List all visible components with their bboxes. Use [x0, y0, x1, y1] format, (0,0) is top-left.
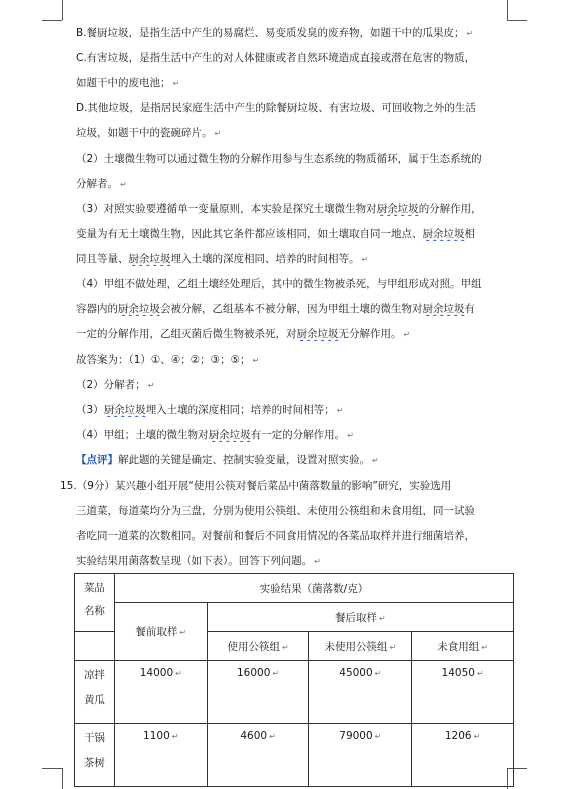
- crop-mark-top-right-h: [507, 20, 527, 21]
- answer-3-text-1: （3）对照实验要遵循单一变量原则，本实验是探究土壤微生物对厨余垃圾的分解作用，: [76, 203, 482, 215]
- option-c-text-2: 如题干中的废电池； ↵: [76, 77, 180, 89]
- highlighted-term: 厨余垃圾: [118, 303, 160, 315]
- table-header-pre-meal: 餐前取样 ↵: [114, 603, 207, 661]
- table-header-result: 实验结果（菌落数/克）: [114, 574, 513, 603]
- results-table: [74, 573, 514, 787]
- answer-summary-4: （4）甲组；土壤的微生物对厨余垃圾有一定的分解作用。 ↵: [76, 429, 354, 441]
- answer-summary-2: （2）分解者； ↵: [76, 379, 155, 391]
- highlighted-term: 厨余垃圾: [376, 203, 419, 215]
- table-cell: 1206 ↵: [412, 724, 514, 787]
- crop-mark-top-left-h: [42, 20, 62, 21]
- table-row: [75, 724, 514, 787]
- table-cell: 1100 ↵: [114, 724, 207, 787]
- answer-summary-1: 故答案为：（1）①、④；②；③；⑤； ↵: [76, 354, 260, 366]
- crop-mark-top-left-v: [62, 0, 63, 20]
- answer-summary-3: （3）厨余垃圾埋入土壤的深度相同；培养的时间相等； ↵: [76, 404, 344, 416]
- comment-label: 【点评】: [76, 454, 118, 466]
- crop-mark-bottom-left-v: [62, 768, 63, 789]
- highlighted-term: 厨余垃圾: [296, 328, 339, 340]
- table-cell: 4600 ↵: [207, 724, 309, 787]
- table-cell: 79000 ↵: [309, 724, 412, 787]
- option-c-text-1: C.有害垃圾，是指生活中产生的对人体健康或者自然环境造成直接或潜在危害的物质，: [76, 52, 476, 64]
- question-15-text-2: 三道菜，每道菜均分为三盘，分别为使用公筷组、未使用公筷组和未食用组，同一试验: [76, 505, 475, 517]
- question-15-text-3: 者吃同一道菜的次数相同。对餐前和餐后不同食用情况的各菜品取样并进行细菌培养，: [76, 530, 475, 542]
- answer-4-text-1: （4）甲组不做处理，乙组土壤经处理后，其中的微生物被杀死，与甲组形成对照。甲组: [76, 278, 482, 290]
- crop-mark-bottom-left-h: [42, 768, 62, 769]
- question-15-text-4: 实验结果用菌落数呈现（如下表）。回答下列问题。 ↵: [76, 555, 321, 567]
- answer-3-text-2: 变量为有无土壤微生物，因此其它条件都应该相同，如土壤取自同一地点、厨余垃圾相: [76, 228, 475, 240]
- answer-3-text-3: 同且等量、厨余垃圾埋入土壤的深度相同、培养的时间相等。 ↵: [76, 253, 369, 265]
- crop-mark-top-right-v: [507, 0, 508, 20]
- highlighted-term: 厨余垃圾: [103, 404, 146, 416]
- table-row-name: 凉拌 黄瓜: [75, 661, 115, 724]
- answer-2-text-1: （2）土壤微生物可以通过微生物的分解作用参与生态系统的物质循环，属于生态系统的: [76, 153, 482, 165]
- table-cell: 16000 ↵: [207, 661, 309, 724]
- table-header-no-public-chopsticks: 未使用公筷组 ↵: [309, 632, 412, 661]
- answer-4-text-3: 一定的分解作用，乙组灭菌后微生物被杀死，对厨余垃圾无分解作用。 ↵: [76, 328, 411, 340]
- table-row: [75, 661, 514, 724]
- table-header-not-eaten: 未食用组 ↵: [412, 632, 514, 661]
- highlighted-term: 厨余垃圾: [128, 253, 171, 265]
- table-header-post-meal: 餐后取样 ↵: [207, 603, 513, 632]
- comment-line: 【点评】解此题的关键是确定、控制实验变量，设置对照实验。 ↵: [76, 454, 379, 466]
- option-d-text-1: D.其他垃圾，是指居民家庭生活中产生的除餐厨垃圾、有害垃圾、可回收物之外的生活: [76, 102, 476, 114]
- table-header-blank: [75, 632, 115, 661]
- option-d-text-2: 垃圾，如题干中的瓷碗碎片。 ↵: [76, 127, 222, 139]
- table-header-public-chopsticks: 使用公筷组 ↵: [207, 632, 309, 661]
- table-header-dish-name: 菜品 名称: [75, 574, 115, 632]
- table-cell: 14000 ↵: [114, 661, 207, 724]
- highlighted-term: 厨余垃圾: [422, 228, 465, 240]
- table-cell: 45000 ↵: [309, 661, 412, 724]
- table-row-name: 干锅 茶树: [75, 724, 115, 787]
- answer-4-text-2: 容器内的厨余垃圾会被分解，乙组基本不被分解，因为甲组土壤的微生物对厨余垃圾有: [76, 303, 475, 315]
- option-b-text: B.餐厨垃圾，是指生活中产生的易腐烂、易变质发臭的废弃物，如题干中的瓜果皮； ↵: [76, 27, 474, 39]
- highlighted-term: 厨余垃圾: [208, 429, 251, 441]
- answer-2-text-2: 分解者。 ↵: [76, 178, 127, 190]
- table-cell: 14050 ↵: [412, 661, 514, 724]
- question-15-text-1: 15.（9分）某兴趣小组开展“使用公筷对餐后菜品中菌落数量的影响”研究，实验选用: [60, 480, 452, 492]
- highlighted-term: 厨余垃圾: [422, 303, 465, 315]
